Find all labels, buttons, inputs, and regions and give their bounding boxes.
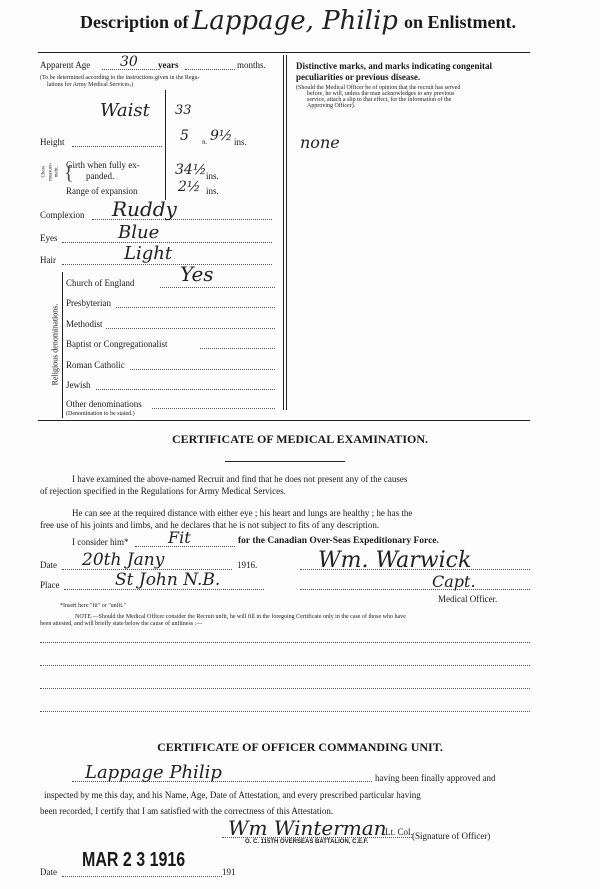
eyes-label: Eyes <box>40 233 58 243</box>
enlistment-document: Description of Lappage, Philip on Enlistment. Apparent Age 30 years months. (To be determined according to the instructions given in the Regu- lations for Army Medical Services.) Waist 33 Height 5 ft. 9½ ins. Chest measure-ment. { Girth when fully ex- panded. 34½ ins. Range of expansion 2½ ins. Complexion Ruddy Eyes Blue Hair Light Religious denominations. Church of England Presbyterian Methodist Baptist or Congregationalist Roman Catholic Jewish Other denominations Yes (Denomination to be stated.) Distinctive marks, and marks indicating congenital peculiarities or previous disease. (Should the Medical Officer be of opinion that the recruit has served before, he will, unless the man acknowledges to any previous service, attach a slip to that effect, for the information of the Approving Officer). none CERTIFICATE OF MEDICAL EXAMINATION. I have examined the above-named Recruit and find that he does not present any of the causes of rejection specified in the Regulations for Army Medical Services. He can see at the required distance with either eye ; his heart and lungs are healthy ; he has the free use of his joints and limbs, and he declares that he is not subject to fits of any description. I consider him* Fit for the Canadian Over-Seas Expeditionary Force. Date 20th Jany 1916. Wm. Warwick Place St John N.B. Capt. Medical Officer. *Insert here "fit" or "unfit." NOTE.—Should the Medical Officer consider the Recruit unfit, he will fill in the foregoing Certificate only in the case of those who have been attested, and will briefly state below the cause of unfitness :— CERTIFICATE OF OFFICER COMMANDING UNIT. Lappage Philip having been finally approved and inspected by me this day, and his Name, Age, Date of Attestation, and every prescribed particular having been recorded, I certify that I am satisfied with the correctness of this Attestation. Wm Winterman Lt. Col. (Signature of Officer) O. C. 115TH OVERSEAS BATTALION, C.E.F. Date MAR 2 3 1916 191 <box>0 0 600 889</box>
commanding-text: inspected by me this day, and his Name, Age, Date of Attestation, and every prescribed particular having <box>44 790 421 800</box>
chest-label: Chest measure-ment. <box>41 162 60 181</box>
waist-label: Waist <box>100 100 150 121</box>
column-divider-2 <box>286 55 287 410</box>
marks-note: (Should the Medical Officer be of opinion that the recruit has served <box>296 85 461 91</box>
years-label: years <box>158 60 179 70</box>
height-ft-value: 5 <box>180 128 189 144</box>
months-label: months. <box>237 60 266 70</box>
fit-value: Fit <box>168 528 191 547</box>
commanding-text: having been finally approved and <box>375 773 496 783</box>
medical-officer-rank: Capt. <box>432 572 476 591</box>
force-label: for the Canadian Over-Seas Expeditionary Force. <box>238 536 439 546</box>
age-note: (To be determined according to the instructions given in the Regu- <box>40 75 200 81</box>
unfitness-line <box>40 688 530 689</box>
recruit-name: Lappage, Philip <box>192 6 398 36</box>
waist-value: 33 <box>175 103 192 118</box>
commanding-rank: Lt. Col. <box>385 827 413 837</box>
religion-item: Methodist <box>66 319 103 329</box>
title-suffix: on Enlistment. <box>404 12 517 32</box>
complexion-value: Ruddy <box>112 197 177 221</box>
ft-label: ft. <box>202 140 208 146</box>
consider-label: I consider him* <box>72 537 129 547</box>
marks-value: none <box>300 133 340 152</box>
commanding-year: 191 <box>222 867 236 877</box>
year-label: 1916. <box>237 560 258 570</box>
complexion-label: Complexion <box>40 210 85 220</box>
girth-label: Girth when fully ex- <box>66 160 140 170</box>
hair-value: Light <box>124 243 173 264</box>
ins-label-2: ins. <box>206 171 219 181</box>
religion-item: Jewish <box>66 380 91 390</box>
date-value: 20th Jany <box>82 550 165 570</box>
girth-label-2: panded. <box>86 171 115 181</box>
height-label: Height <box>40 137 65 147</box>
place-value: St John N.B. <box>115 570 221 590</box>
insert-note: *Insert here "fit" or "unfit." <box>60 603 126 609</box>
marks-note: Approving Officer). <box>307 103 356 109</box>
hair-label: Hair <box>40 255 56 265</box>
marks-heading-2: peculiarities or previous disease. <box>296 72 421 82</box>
medical-para: of rejection specified in the Regulations for Army Medical Services. <box>40 486 286 496</box>
eyes-value: Blue <box>118 222 160 243</box>
medical-officer-signature: Wm. Warwick <box>318 548 472 573</box>
commanding-officer-signature: Wm Winterman <box>228 816 387 840</box>
marks-note: service, attach a slip to that effect, for the information of the <box>307 97 452 103</box>
commanding-title: CERTIFICATE OF OFFICER COMMANDING UNIT. <box>157 740 443 754</box>
religion-label: Religious denominations. <box>50 303 60 386</box>
medical-para: I have examined the above-named Recruit and find that he does not present any of the causes <box>72 474 408 484</box>
religion-item: Other denominations <box>66 399 142 409</box>
ins-label: ins. <box>234 137 247 147</box>
signature-label: (Signature of Officer) <box>412 831 491 841</box>
apparent-age-label: Apparent Age <box>40 60 91 70</box>
religion-item: Baptist or Congregationalist <box>66 339 168 349</box>
medical-para: free use of his joints and limbs, and he declares that he is not subject to fits of any description. <box>40 520 380 530</box>
unit-stamp: O. C. 115TH OVERSEAS BATTALION, C.E.F. <box>245 839 369 845</box>
other-denomination-note: (Denomination to be stated.) <box>66 411 135 417</box>
unfitness-line <box>40 711 530 712</box>
range-label: Range of expansion <box>66 186 138 196</box>
apparent-age-value: 30 <box>120 54 138 70</box>
range-value: 2½ <box>178 179 201 195</box>
religion-value: Yes <box>180 262 214 286</box>
religion-item: Roman Catholic <box>66 360 125 370</box>
header-rule <box>38 52 530 53</box>
date-label: Date <box>40 560 57 570</box>
height-in-value: 9½ <box>210 128 233 144</box>
unfit-note: NOTE.—Should the Medical Officer consider the Recruit unfit, he will fill in the foregoing Certificate only in the case of those who have <box>75 614 406 620</box>
column-divider <box>283 55 284 410</box>
short-rule <box>225 461 345 462</box>
commanding-recruit-name: Lappage Philip <box>85 762 222 783</box>
religion-item: Presbyterian <box>66 298 111 308</box>
marks-note: before, he will, unless the man acknowledges to any previous <box>307 91 455 97</box>
section-rule <box>38 420 530 421</box>
age-note-2: lations for Army Medical Services.) <box>47 82 134 88</box>
measure-divider <box>165 90 166 200</box>
unfitness-line <box>40 642 530 643</box>
commanding-text: been recorded, I certify that I am satisfied with the correctness of this Attestation. <box>40 806 334 816</box>
religion-bracket <box>62 272 63 418</box>
girth-value: 34½ <box>175 162 207 178</box>
unfitness-line <box>40 665 530 666</box>
religion-item: Church of England <box>66 278 135 288</box>
medical-para: He can see at the required distance with either eye ; his heart and lungs are healthy ; he has the <box>72 508 413 518</box>
date-stamp: MAR 2 3 1916 <box>82 849 186 871</box>
unfit-note-2: been attested, and will briefly state below the cause of unfitness :— <box>40 621 203 627</box>
marks-heading: Distinctive marks, and marks indicating congenital <box>296 61 493 71</box>
medical-officer-label: Medical Officer. <box>438 594 498 604</box>
place-label: Place <box>40 580 60 590</box>
commanding-date-label: Date <box>40 867 57 877</box>
ins-label-3: ins. <box>206 186 219 196</box>
medical-title: CERTIFICATE OF MEDICAL EXAMINATION. <box>171 432 429 446</box>
title-prefix: Description of <box>80 12 189 32</box>
